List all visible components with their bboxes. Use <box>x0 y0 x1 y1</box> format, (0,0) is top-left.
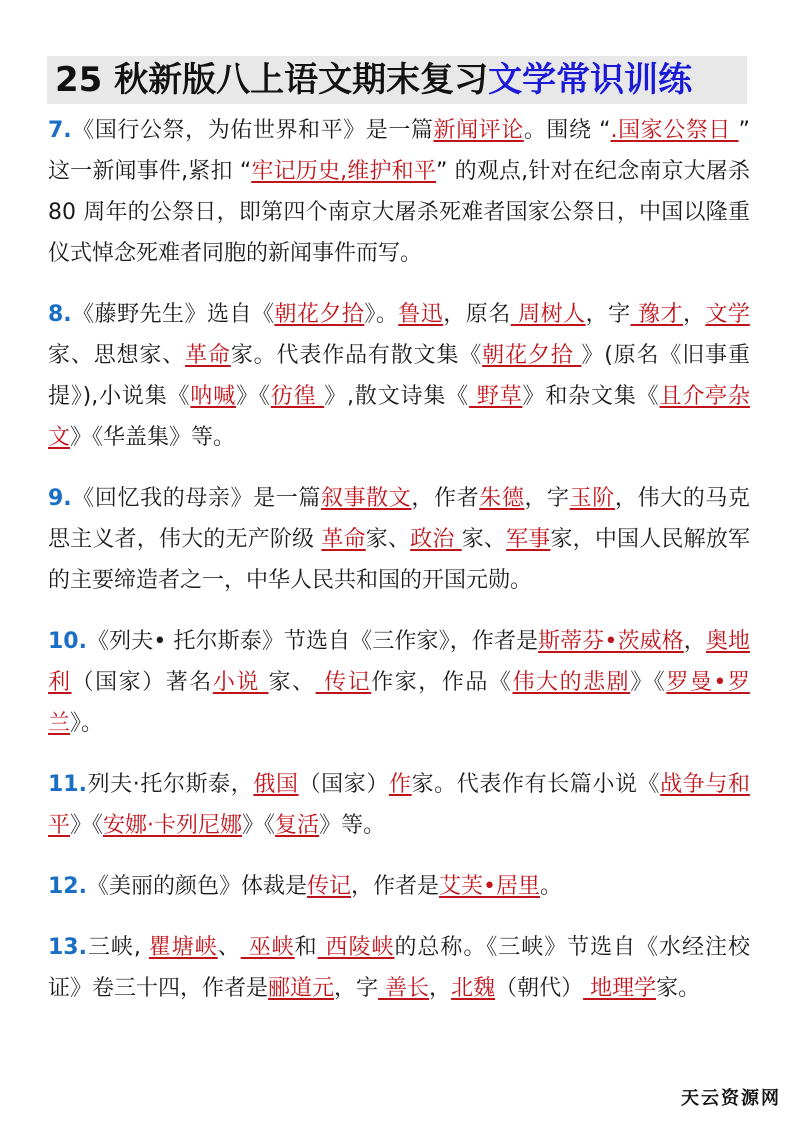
answer-text: .国家公祭日 <box>610 118 739 143</box>
question-text: ，原名 <box>443 302 511 327</box>
answer-text: 革命 <box>185 343 231 368</box>
answer-text: 彷徨 <box>270 384 325 409</box>
question-item <box>48 927 750 1009</box>
answer-text: 传记 <box>315 670 372 695</box>
answer-text: 且介亭杂文 <box>48 384 750 450</box>
question-text: ， <box>682 302 706 327</box>
answer-text: 罗曼•罗兰 <box>48 670 750 736</box>
question-text: 三峡, <box>86 935 149 960</box>
answer-text: 瞿塘峡 <box>148 935 218 960</box>
question-text: ” 这一新闻事件,紧扣 “ <box>48 118 750 184</box>
question-text: 》等。 <box>319 813 386 838</box>
answer-text: 俄国 <box>253 772 299 797</box>
answer-text: 复活 <box>275 813 320 838</box>
question-text: 家，中国人民解放军的主要缔造者之一，中华人民共和国的开国元勋。 <box>48 527 750 593</box>
question-text: 《藤野先生》选自《 <box>71 302 275 327</box>
question-item <box>48 866 750 907</box>
question-text: 》《 <box>70 813 104 838</box>
question-text: ，作者是 <box>351 874 440 899</box>
answer-text: 野草 <box>469 384 523 409</box>
question-item <box>48 478 750 601</box>
question-text: 》和杂文集《 <box>522 384 660 409</box>
answer-text: 奥地利 <box>48 629 750 695</box>
answer-text: 朝花夕拾 <box>274 302 365 327</box>
question-number: 12. <box>48 874 87 899</box>
question-text: 《美丽的颜色》体裁是 <box>86 874 307 899</box>
answer-text: 政治 <box>410 527 462 552</box>
answer-text: 朱德 <box>479 486 525 511</box>
question-text: ， <box>429 976 452 1001</box>
answer-text: 周树人 <box>510 302 586 327</box>
question-text: 》,散文诗集《 <box>324 384 470 409</box>
answer-text: 传记 <box>307 874 352 899</box>
question-number: 11. <box>48 772 87 797</box>
question-text: 》。 <box>364 302 399 327</box>
question-text: （朝代） <box>495 976 584 1001</box>
answer-text: 西陵峡 <box>317 935 395 960</box>
page-title <box>47 56 747 104</box>
answer-text: 作 <box>388 772 412 797</box>
answer-text: 朝花夕拾 <box>482 343 582 368</box>
question-text: 家。 <box>656 976 701 1001</box>
question-text: 》《 <box>630 670 667 695</box>
answer-text: 艾芙•居里 <box>439 874 541 899</box>
question-text: 、 <box>217 935 241 960</box>
answer-text: 战争与和平 <box>48 772 750 838</box>
question-number: 7. <box>48 118 72 143</box>
answer-text: 新闻评论 <box>433 118 524 143</box>
question-text: 》。 <box>70 711 104 736</box>
question-item <box>48 294 750 458</box>
question-text: 《列夫• 托尔斯泰》节选自《三作家》，作者是 <box>86 629 539 654</box>
question-number: 10. <box>48 629 87 654</box>
question-text: 《回忆我的母亲》是一篇 <box>71 486 321 511</box>
title-main: 25 秋新版八上语文期末复习 <box>55 60 489 100</box>
answer-text: 郦道元 <box>268 976 335 1001</box>
answer-text: 斯蒂芬•茨威格 <box>538 629 684 654</box>
question-text: 家、 <box>461 527 507 552</box>
question-text: 》(原名《旧事重提》),小说集《 <box>48 343 750 409</box>
answer-text: 安娜·卡列尼娜 <box>103 813 243 838</box>
question-text: ，作者 <box>411 486 480 511</box>
question-text: 家、思想家、 <box>48 343 186 368</box>
question-text: 》《华盖集》等。 <box>70 425 236 450</box>
answer-text: 玉阶 <box>569 486 615 511</box>
question-text: 的总称。《三峡》节选自《水经注校证》卷三十四，作者是 <box>48 935 750 1001</box>
answer-text: 文学 <box>705 302 750 327</box>
question-text: ” 的观点,针对在纪念南京大屠杀 80 周年的公祭日，即第四个南京大屠杀死难者国家公祭日，中国以隆重仪式悼念死难者同胞的新闻事件而写。 <box>48 159 750 266</box>
question-text: 家、 <box>268 670 316 695</box>
title-highlight: 文学常识训练 <box>488 60 693 100</box>
footer-watermark: 天云资源网 <box>681 1088 781 1109</box>
question-text: 。围绕 “ <box>523 118 611 143</box>
question-text: 和 <box>294 935 318 960</box>
question-text: ，字 <box>585 302 631 327</box>
question-text: 。 <box>540 874 563 899</box>
answer-text: 北魏 <box>451 976 496 1001</box>
question-number: 8. <box>48 302 72 327</box>
question-text: 家、 <box>365 527 411 552</box>
question-text: 列夫·托尔斯泰， <box>86 772 254 797</box>
question-text: 作家，作品《 <box>371 670 513 695</box>
question-text: ，字 <box>334 976 379 1001</box>
question-text: 家。代表作品有散文集《 <box>230 343 483 368</box>
question-text: ， <box>683 629 706 654</box>
question-item <box>48 764 750 846</box>
question-text: （国家） <box>298 772 389 797</box>
answer-text: 豫才 <box>630 302 683 327</box>
answer-text: 革命 <box>321 527 366 552</box>
answer-text: 军事 <box>506 527 551 552</box>
answer-text: 善长 <box>378 976 430 1001</box>
question-text: 家。代表作有长篇小说《 <box>411 772 661 797</box>
answer-text: 呐喊 <box>190 384 237 409</box>
question-text: 》《 <box>236 384 271 409</box>
question-text: 《国行公祭，为佑世界和平》是一篇 <box>71 118 434 143</box>
question-text: ，字 <box>524 486 570 511</box>
question-number: 9. <box>48 486 72 511</box>
answer-text: 地理学 <box>583 976 657 1001</box>
question-number: 13. <box>48 935 87 960</box>
answer-text: 小说 <box>212 670 269 695</box>
question-item <box>48 110 750 274</box>
question-text: （国家）著名 <box>71 670 213 695</box>
answer-text: 伟大的悲剧 <box>512 670 631 695</box>
question-item <box>48 621 750 744</box>
question-text: 》《 <box>242 813 276 838</box>
answer-text: 鲁迅 <box>398 302 444 327</box>
question-text: ，伟大的马克思主义者，伟大的无产阶级 <box>48 486 750 552</box>
answer-text: 牢记历史,维护和平 <box>251 159 437 184</box>
question-list <box>48 110 750 1029</box>
answer-text: 巫峡 <box>240 935 295 960</box>
answer-text: 叙事散文 <box>320 486 412 511</box>
